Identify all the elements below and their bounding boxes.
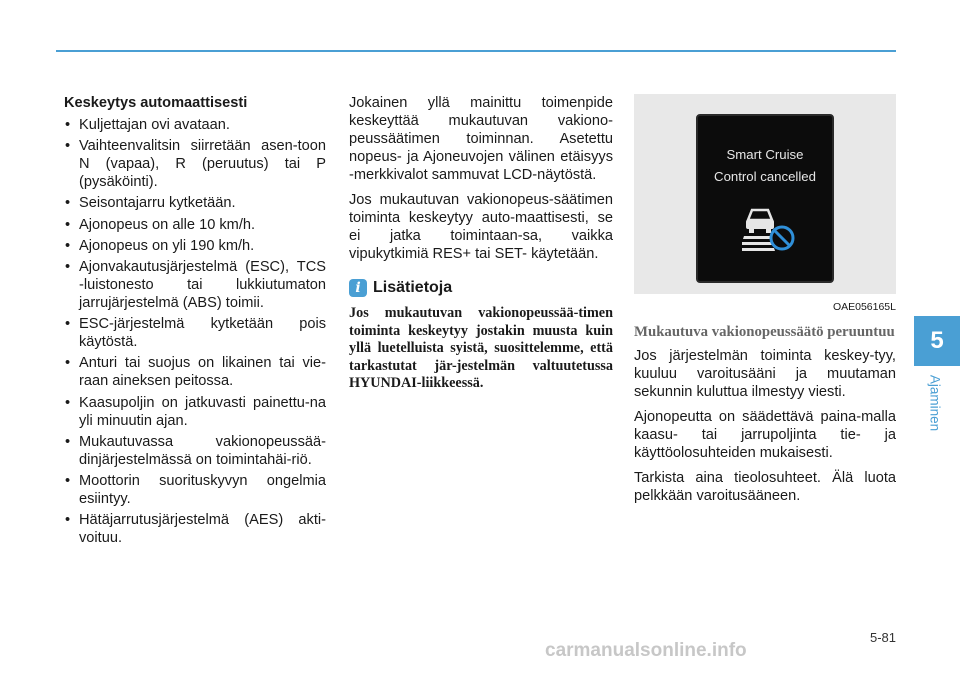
chapter-number-tab: 5 xyxy=(914,316,960,366)
list-item: • Seisontajarru kytketään. xyxy=(64,194,326,212)
cluster-display-figure xyxy=(634,94,896,294)
list-item: • ESC-järjestelmä kytketään pois käytöstä. xyxy=(64,315,326,351)
list-item: • Anturi tai suojus on likainen tai vie-raan aineksen peitossa. xyxy=(64,354,326,390)
paragraph: Jos järjestelmän toiminta keskey-tyy, kuuluu varoitusääni ja muutaman sekunnin kuluttua ilmestyy viesti. xyxy=(634,348,896,400)
list-item: • Moottorin suorituskyvyn ongelmia esiintyy. xyxy=(64,472,326,508)
lcd-display xyxy=(696,114,834,283)
column-2 xyxy=(349,94,613,393)
list-item: • Ajonvakautusjärjestelmä (ESC), TCS -luistonesto tai lukkiutumaton jarrujärjestelmä (ABS) toimii. xyxy=(64,258,326,312)
display-line-2: Control cancelled xyxy=(714,169,816,184)
top-rule xyxy=(56,50,896,52)
list-item: • Kaasupoljin on jatkuvasti painettu-na yli minuutin ajan. xyxy=(64,394,326,430)
list-item: • Kuljettajan ovi avataan. xyxy=(64,116,326,134)
page-number: 5-81 xyxy=(869,630,896,645)
info-label: Lisätietoja xyxy=(373,279,453,296)
list-item: • Vaihteenvalitsin siirretään asen-toon N (vapaa), R (peruutus) tai P (pysäköinti). xyxy=(64,137,326,191)
list-item: • Hätäjarrutusjärjestelmä (AES) akti-voituu. xyxy=(64,511,326,547)
display-line-1: Smart Cruise xyxy=(726,147,804,162)
list-item: • Mukautuvassa vakionopeussää-dinjärjestelmässä on toimintahäi-riö. xyxy=(64,433,326,469)
list-item: • Ajonopeus on alle 10 km/h. xyxy=(64,216,326,234)
paragraph: Jokainen yllä mainittu toimenpide keskeyttää mukautuvan vakiono-peussäätimen toiminnan. Asetettu nopeus- ja Ajoneuvojen välinen etäisyys -merkkivalot sammuvat LCD-näytöstä. xyxy=(349,95,613,183)
column-3 xyxy=(634,94,896,512)
paragraph: Tarkista aina tieolosuhteet. Älä luota pelkkään varoitusääneen. xyxy=(634,470,896,504)
conditions-list xyxy=(64,116,326,547)
info-box-title xyxy=(349,279,613,297)
section-heading: Keskeytys automaattisesti xyxy=(64,95,248,111)
column-1 xyxy=(64,94,326,550)
info-icon: i xyxy=(349,279,367,297)
chapter-label xyxy=(925,368,945,438)
paragraph: Jos mukautuvan vakionopeus-säätimen toiminta keskeytyy auto-maattisesti, se ei jatka toimintaan-sa, vaikka vipukytkimiä RES+ tai SET- käytetään. xyxy=(349,192,613,262)
cruise-cancelled-icon xyxy=(742,202,798,254)
display-message xyxy=(698,144,832,188)
paragraph: Ajonopeutta on säädettävä paina-malla kaasu- tai jarrupoljinta tie- ja käyttöolosuhteiden mukaisesti. xyxy=(634,409,896,461)
sub-heading: Mukautuva vakionopeussäätö peruuntuu xyxy=(634,324,895,340)
watermark: carmanualsonline.info xyxy=(545,640,747,661)
figure-code: OAE056165L xyxy=(832,301,896,313)
chapter-label-text: Ajaminen xyxy=(927,374,943,432)
info-text: Jos mukautuvan vakionopeussää-timen toiminta keskeytyy jostakin muusta kuin yllä luetelluista syistä, suosittelemme, että tarkastutat jär-jestelmän valtuutetussa HYUNDAI-liikkeessä. xyxy=(349,305,613,391)
list-item: • Ajonopeus on yli 190 km/h. xyxy=(64,237,326,255)
